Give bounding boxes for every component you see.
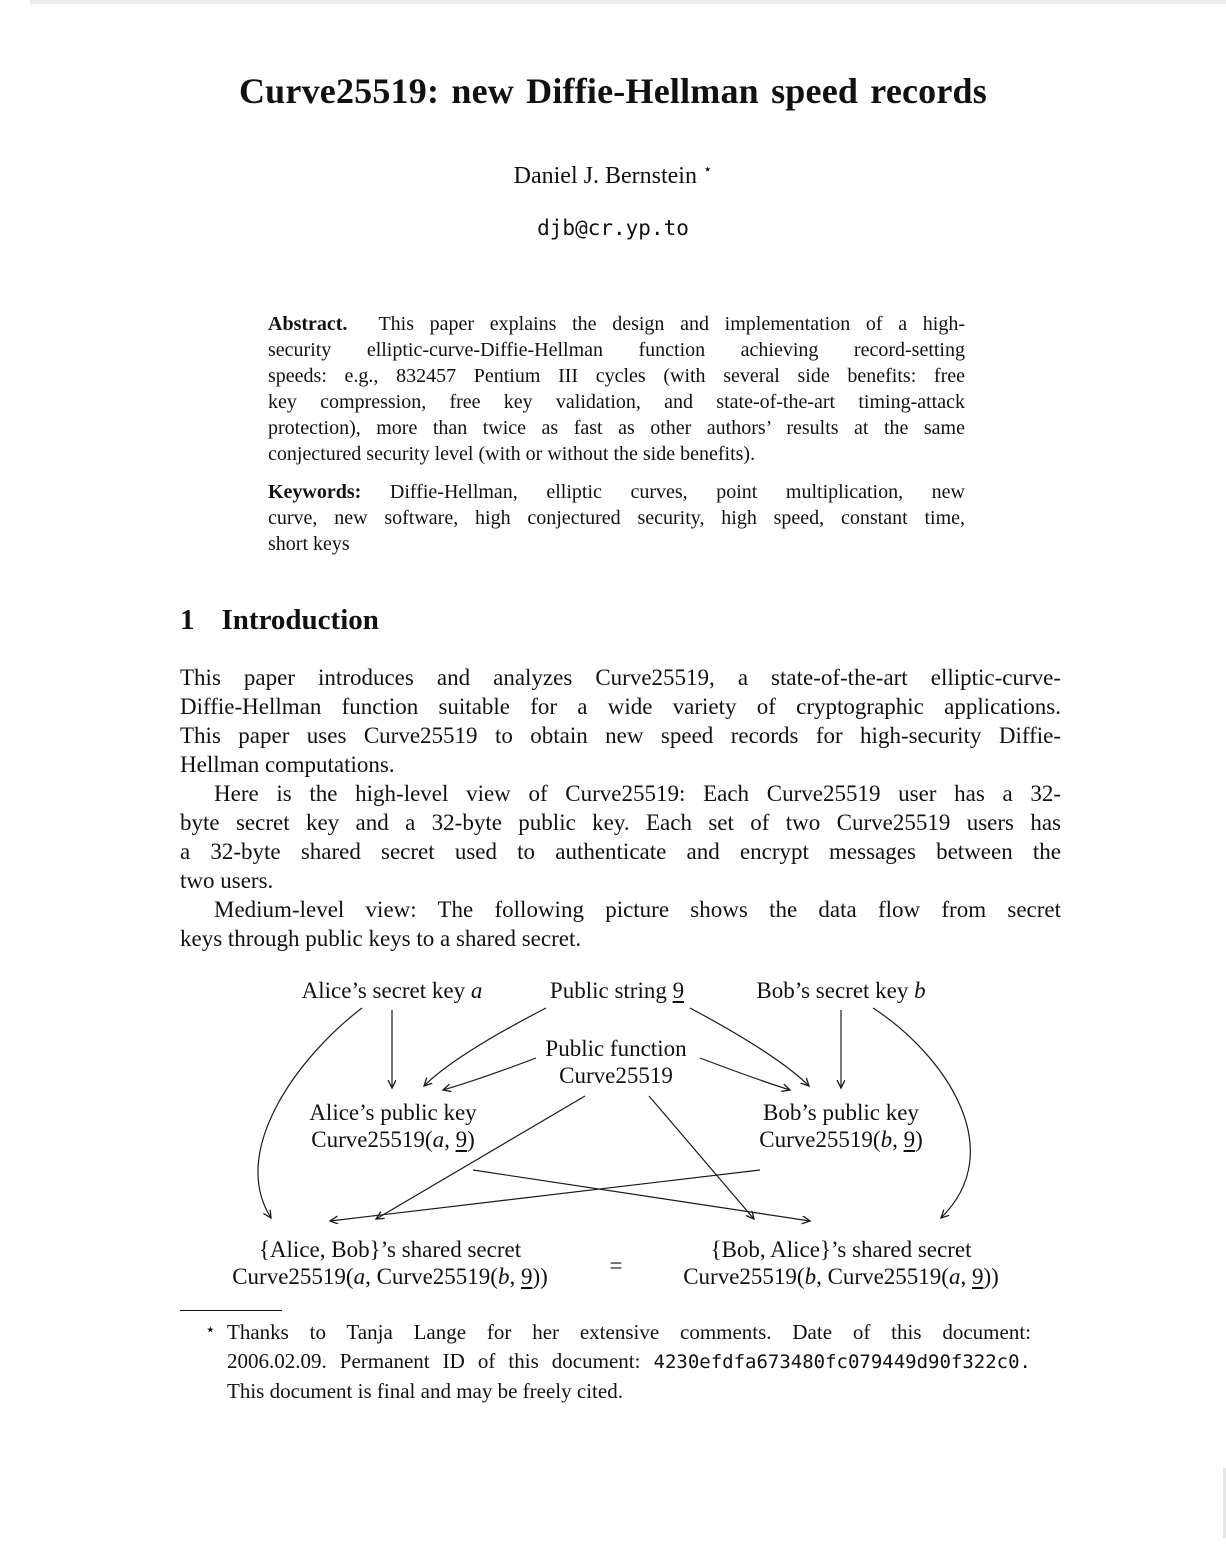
diagram-public-string: Public string 9 <box>549 978 685 1003</box>
body-line: Medium-level view: The following picture shows the data flow from secret <box>214 897 1061 922</box>
paper-title: Curve25519: new Diffie-Hellman speed records <box>238 71 987 111</box>
abstract-label: Abstract. <box>268 313 348 335</box>
body-line: a 32-byte shared secret used to authenticate and encrypt messages between the <box>180 839 1061 864</box>
author-email: djb@cr.yp.to <box>537 216 689 240</box>
abstract-line: conjectured security level (with or without the side benefits). <box>268 443 756 465</box>
keywords-label: Keywords: <box>268 481 362 503</box>
diagram-alice-secret-key: Alice’s secret key a <box>301 978 483 1003</box>
formula-left-shared: Curve25519(a, Curve25519(b, 9)) <box>232 1264 548 1289</box>
diagram-bob-alice-shared-secret: {Bob, Alice}’s shared secret Curve25519(b, Curve25519(a, 9)) <box>683 1237 999 1289</box>
section-number: 1 <box>180 604 195 636</box>
footnote-rule <box>180 1310 282 1311</box>
abstract-line: Abstract. This paper explains the design and implementation of a high- <box>268 313 965 335</box>
abstract-line: key compression, free key validation, and state-of-the-art timing-attack <box>268 391 965 413</box>
diagram-public-function: Public function Curve25519 <box>545 1036 687 1088</box>
body-line: keys through public keys to a shared secret. <box>180 926 582 951</box>
footnote-block <box>227 1318 1031 1406</box>
permanent-id: 4230efdfa673480fc079449d90f322c0. <box>653 1351 1031 1373</box>
base-point-9: 9 <box>672 978 685 1003</box>
diagram-bob-secret-key: Bob’s secret key b <box>756 978 926 1003</box>
body-line: byte secret key and a 32-byte public key. Each set of two Curve25519 users has <box>180 810 1061 835</box>
footnote-star: ⋆ <box>205 1320 216 1339</box>
section-title: Introduction <box>221 604 379 636</box>
diagram-bob-public-key: Bob’s public key Curve25519(b, 9) <box>759 1100 923 1152</box>
equals-sign: = <box>609 1253 623 1278</box>
body-line: This paper uses Curve25519 to obtain new speed records for high-security Diffie- <box>180 723 1061 748</box>
abstract-line: protection), more than twice as fast as other authors’ results at the same <box>268 417 965 439</box>
abstract-line: speeds: e.g., 832457 Pentium III cycles (with several side benefits: free <box>268 365 965 387</box>
author-name: Daniel J. Bernstein <box>513 163 697 189</box>
body-line: two users. <box>180 868 274 893</box>
body-line: Hellman computations. <box>180 752 395 777</box>
formula-bob-public: Curve25519(b, 9) <box>759 1127 923 1152</box>
footnote-line: 2006.02.09. Permanent ID of this document: 4230efdfa673480fc079449d90f322c0. <box>227 1349 1031 1373</box>
var-a: a <box>470 978 483 1003</box>
diagram-alice-public-key: Alice’s public key Curve25519(a, 9) <box>309 1100 477 1152</box>
keywords-line: short keys <box>268 533 350 555</box>
footnote-star-mark: ⋆ <box>702 162 713 178</box>
footnote-line: Thanks to Tanja Lange for her extensive comments. Date of this document: <box>227 1320 1031 1344</box>
body-line: This paper introduces and analyzes Curve25519, a state-of-the-art elliptic-curve- <box>180 665 1061 690</box>
abstract-line: security elliptic-curve-Diffie-Hellman function achieving record-setting <box>268 339 965 361</box>
formula-right-shared: Curve25519(b, Curve25519(a, 9)) <box>683 1264 999 1289</box>
keywords-line: curve, new software, high conjectured security, high speed, constant time, <box>268 507 965 529</box>
body-line: Diffie-Hellman function suitable for a wide variety of cryptographic applications. <box>180 694 1061 719</box>
footnote-line: This document is final and may be freely cited. <box>227 1379 623 1403</box>
keywords-line: Keywords: Diffie-Hellman, elliptic curves, point multiplication, new <box>268 481 965 503</box>
diagram-alice-bob-shared-secret: {Alice, Bob}’s shared secret Curve25519(a, Curve25519(b, 9)) <box>232 1237 548 1289</box>
var-b: b <box>914 978 926 1003</box>
formula-alice-public: Curve25519(a, 9) <box>311 1127 475 1152</box>
body-line: Here is the high-level view of Curve25519: Each Curve25519 user has a 32- <box>214 781 1061 806</box>
